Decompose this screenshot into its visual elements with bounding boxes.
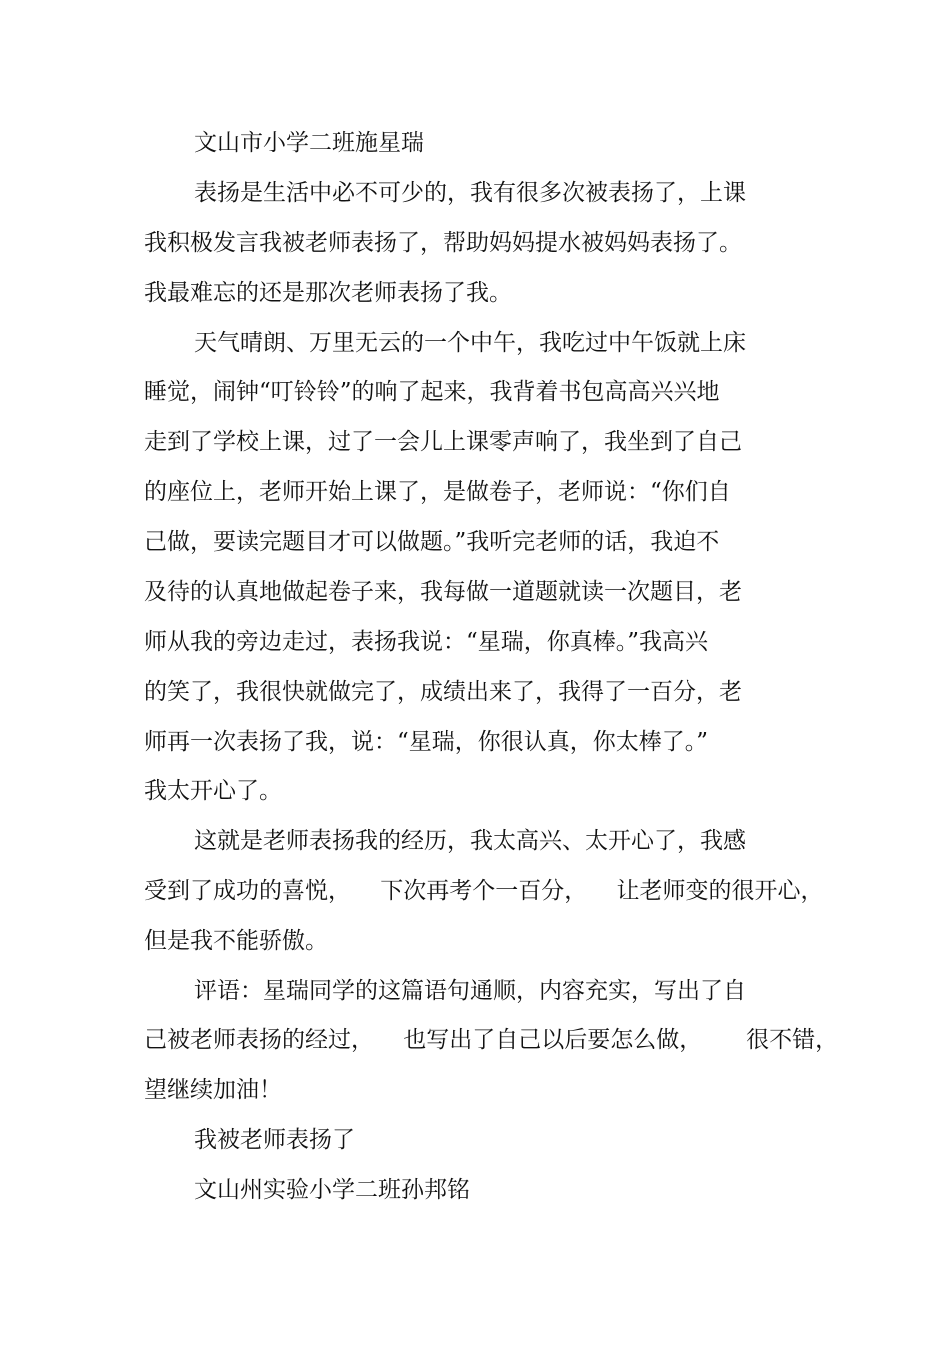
paragraph-line: 睡觉，闹钟“叮铃铃”的响了起来，我背着书包高高兴兴地 <box>144 379 720 405</box>
paragraph-line: 我太开心了。 <box>144 778 282 804</box>
paragraph-line: 的座位上，老师开始上课了，是做卷子，老师说：“你们自 <box>144 479 731 505</box>
comment-line: 望继续加油！ <box>144 1077 282 1103</box>
paragraph-line: 走到了学校上课，过了一会儿上课零声响了，我坐到了自己 <box>144 429 742 455</box>
paragraph-line: 师再一次表扬了我，说：“星瑞，你很认真，你太棒了。” <box>144 729 709 755</box>
paragraph-line: 表扬是生活中必不可少的，我有很多次被表扬了，上课 <box>194 180 746 206</box>
paragraph-line: 己做，要读完题目才可以做题。”我听完老师的话，我迫不 <box>144 529 720 555</box>
paragraph-line: 受到了成功的喜悦， 下次再考个一百分， 让老师变的很开心， <box>144 878 824 904</box>
paragraph-line: 及待的认真地做起卷子来，我每做一道题就读一次题目，老 <box>144 579 742 605</box>
paragraph-line: 但是我不能骄傲。 <box>144 928 328 954</box>
author-line: 文山州实验小学二班孙邦铭 <box>194 1177 470 1203</box>
paragraph-line: 师从我的旁边走过，表扬我说：“星瑞，你真棒。”我高兴 <box>144 629 709 655</box>
author-line: 文山市小学二班施星瑞 <box>194 130 424 156</box>
paragraph-line: 我积极发言我被老师表扬了，帮助妈妈提水被妈妈表扬了。 <box>144 230 742 256</box>
paragraph-line: 的笑了，我很快就做完了，成绩出来了，我得了一百分，老 <box>144 679 742 705</box>
comment-line: 己被老师表扬的经过， 也写出了自己以后要怎么做， 很不错， <box>144 1027 839 1053</box>
paragraph-line: 我最难忘的还是那次老师表扬了我。 <box>144 280 512 306</box>
paragraph-line: 天气晴朗、万里无云的一个中午，我吃过中午饭就上床 <box>194 330 746 356</box>
essay-title: 我被老师表扬了 <box>194 1127 355 1153</box>
comment-line: 评语：星瑞同学的这篇语句通顺，内容充实，写出了自 <box>194 978 746 1004</box>
paragraph-line: 这就是老师表扬我的经历，我太高兴、太开心了，我感 <box>194 828 746 854</box>
